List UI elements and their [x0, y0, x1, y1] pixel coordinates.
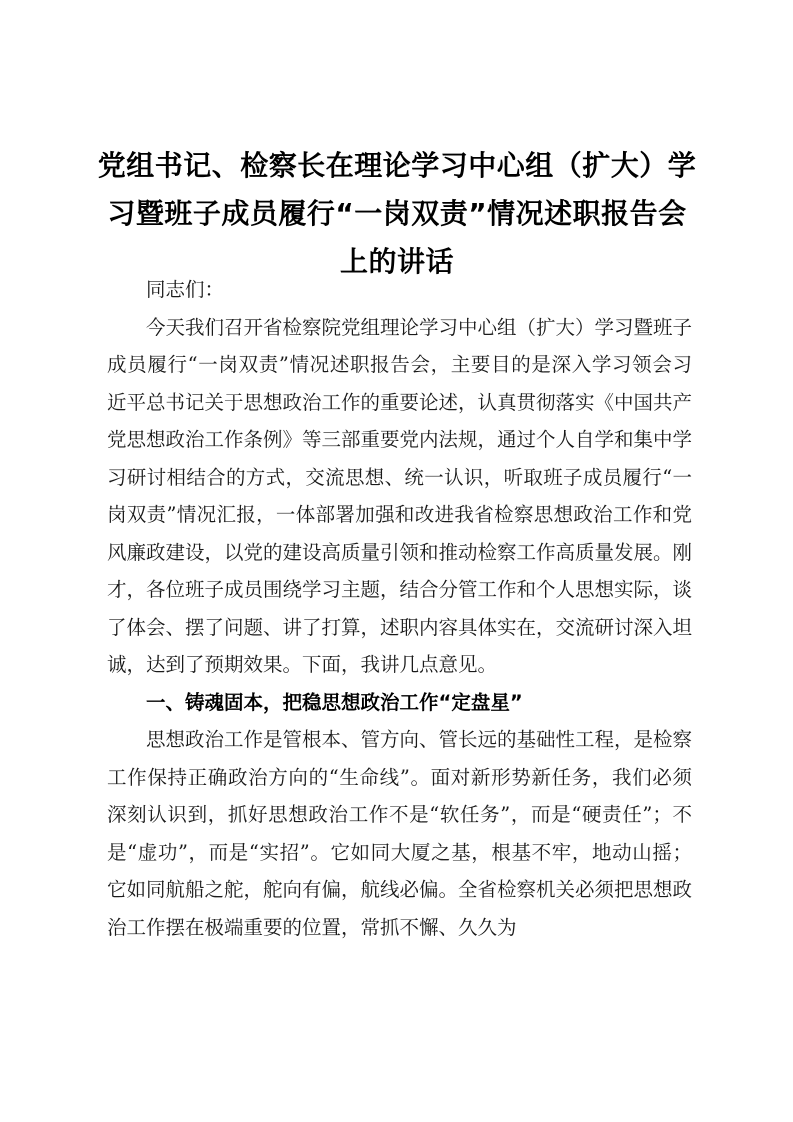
salutation: 同志们： [146, 278, 225, 301]
section-1-paragraph: 思想政治工作是管根本、管方向、管长远的基础性工程，是检察工作保持正确政治方向的“生命线”。面对新形势新任务，我们必须深刻认识到，抓好思想政治工作不是“软任务”，而是“硬责任”；不是“虚功”，而是“实招”。它如同大厦之基，根基不牢，地动山摇；它如同航船之舵，舵向有偏，航线必偏。全省检察机关必须把思想政治工作摆在极端重要的位置，常抓不懈、久久为 [107, 728, 693, 939]
document-title: 党组书记、检察长在理论学习中心组（扩大）学习暨班子成员履行“一岗双责”情况述职报告会上的讲话 [97, 149, 697, 278]
section-heading-1: 一、铸魂固本，把稳思想政治工作“定盘星” [146, 690, 523, 714]
intro-paragraph: 今天我们召开省检察院党组理论学习中心组（扩大）学习暨班子成员履行“一岗双责”情况述职报告会，主要目的是深入学习领会习近平总书记关于思想政治工作的重要论述，认真贯彻落实《中国共产党思想政治工作条例》等三部重要党内法规，通过个人自学和集中学习研讨相结合的方式，交流思想、统一认识，听取班子成员履行“一岗双责”情况汇报，一体部署加强和改进我省检察思想政治工作和党风廉政建设，以党的建设高质量引领和推动检察工作高质量发展。刚才，各位班子成员围绕学习主题，结合分管工作和个人思想实际，谈了体会、摆了问题、讲了打算，述职内容具体实在，交流研讨深入坦诚，达到了预期效果。下面，我讲几点意见。 [107, 315, 693, 676]
document-body [107, 271, 692, 946]
